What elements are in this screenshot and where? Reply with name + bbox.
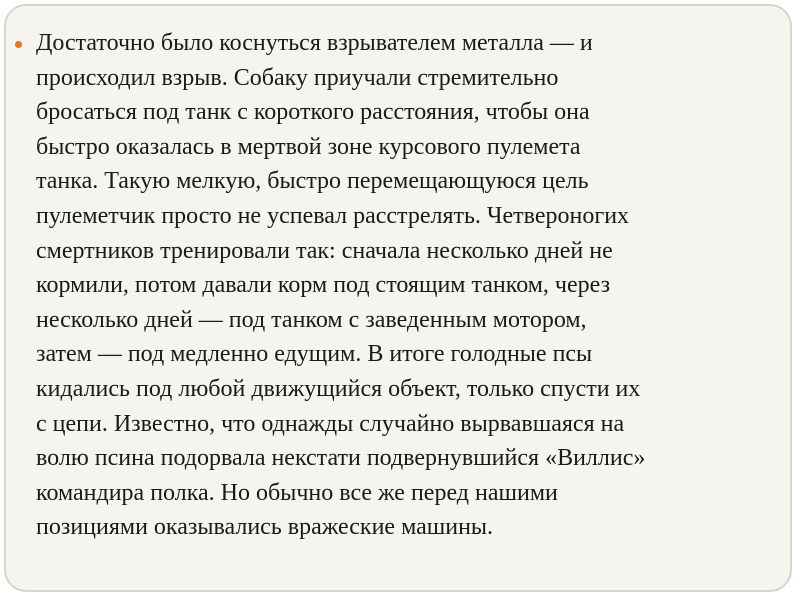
text-line: смертников тренировали так: сначала несколько дней не <box>36 237 613 264</box>
text-line: затем — под медленно едущим. В итоге голодные псы <box>36 341 593 368</box>
text-line: несколько дней — под танком с заведенным мотором, <box>36 306 587 333</box>
text-line: командира полка. Но обычно все же перед нашими <box>36 479 558 506</box>
text-line: Достаточно было коснуться взрывателем металла — и <box>36 30 593 56</box>
text-line: пулеметчик просто не успевал расстрелять. Четвероногих <box>36 202 630 229</box>
slide-frame <box>4 4 792 592</box>
text-line: с цепи. Известно, что однажды случайно вырвавшаяся на <box>36 410 625 437</box>
text-line: танка. Такую мелкую, быстро перемещающуюся цель <box>36 168 589 195</box>
text-line: бросаться под танк с короткого расстояния, чтобы она <box>36 99 590 126</box>
text-line: происходил взрыв. Собаку приучали стремительно <box>36 64 559 91</box>
bullet-icon <box>15 41 22 48</box>
text-line: позициями оказывались вражеские машины. <box>36 514 494 541</box>
text-line: быстро оказалась в мертвой зоне курсового пулемета <box>36 133 581 160</box>
text-line: волю псина подорвала некстати подвернувшийся «Виллис» <box>36 445 646 472</box>
slide-body-text <box>36 26 796 545</box>
text-line: кидались под любой движущийся объект, только спусти их <box>36 375 641 402</box>
text-line: кормили, потом давали корм под стоящим танком, через <box>36 272 611 299</box>
